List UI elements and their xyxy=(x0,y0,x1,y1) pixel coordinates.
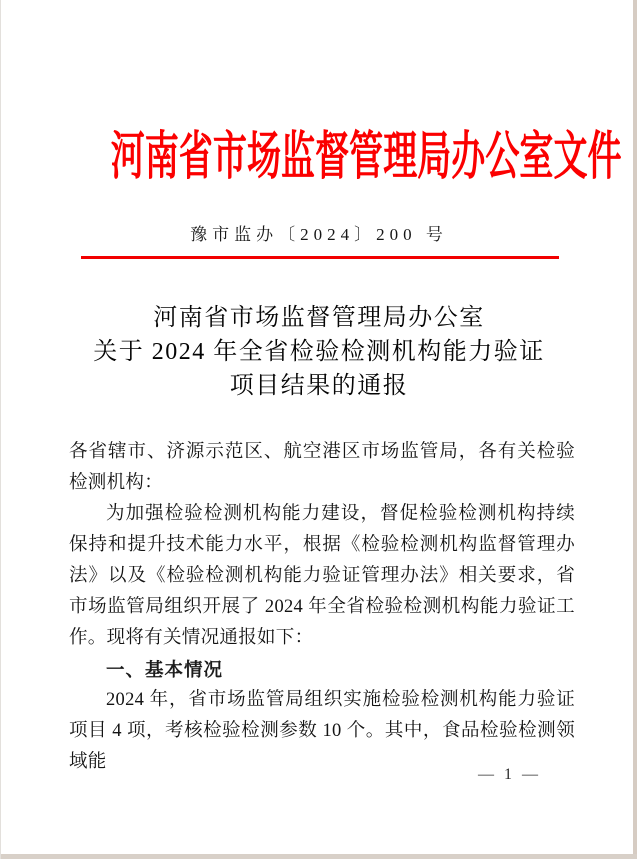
paragraph-basic-situation: 2024 年，省市场监管局组织实施检验检测机构能力验证项目 4 项，考核检验检测参数 10 个。其中，食品检验检测领域能 xyxy=(69,690,575,772)
page-bottom-edge xyxy=(1,854,637,859)
document-body xyxy=(69,437,575,778)
page-right-edge xyxy=(633,0,637,859)
salutation: 各省辖市、济源示范区、航空港区市场监管局，各有关检验检测机构： xyxy=(69,442,575,493)
document-title-line1: 河南省市场监督管理局办公室 xyxy=(153,305,485,331)
doc-number: 豫市监办〔2024〕200 号 xyxy=(190,225,448,244)
red-divider-line xyxy=(81,256,559,259)
red-header-title: 河南省市场监督管理局办公室文件 xyxy=(110,129,622,186)
paragraph-intro: 为加强检验检测机构能力建设，督促检验检测机构持续保持和提升技术能力水平，根据《检验检测机构监督管理办法》以及《检验检测机构能力验证管理办法》相关要求，省市场监管局组织开展了 2024 年全省检验检测机构能力验证工作。现将有关情况通报如下： xyxy=(69,504,575,648)
document-title xyxy=(1,301,637,403)
document-title-line2: 关于 2024 年全省检验检测机构能力验证 xyxy=(93,339,545,365)
section-heading-1: 一、基本情况 xyxy=(106,659,224,680)
document-title-line3: 项目结果的通报 xyxy=(229,373,409,399)
page-number: — 1 — xyxy=(478,766,541,783)
